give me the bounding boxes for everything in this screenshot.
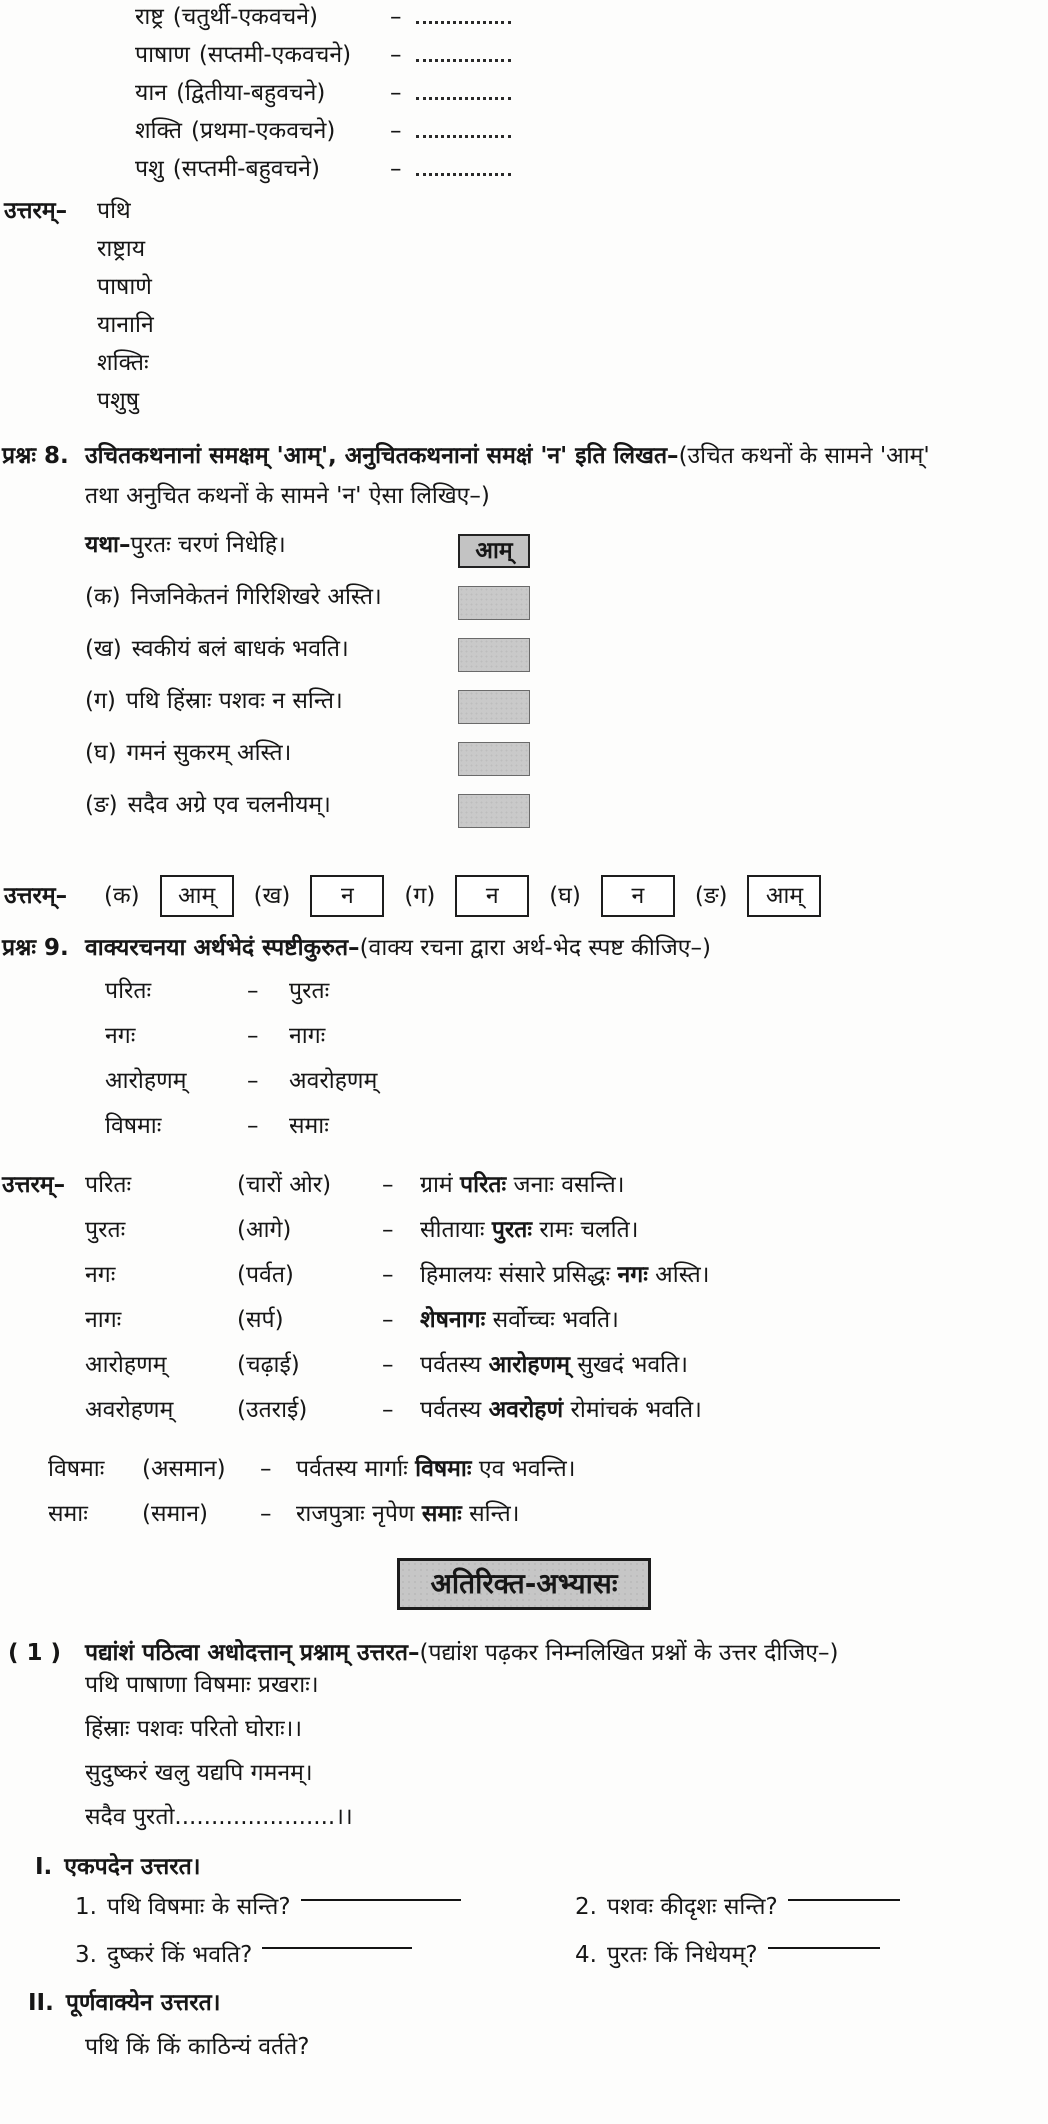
question-9-number: प्रश्नः 9. xyxy=(2,935,69,961)
dash: – xyxy=(382,1352,394,1378)
dash: – xyxy=(260,1501,272,1527)
declension-word: शक्ति xyxy=(135,118,183,144)
dash: – xyxy=(382,1397,394,1423)
answer-9-row xyxy=(85,1354,1048,1399)
answer-gloss: (पर्वत) xyxy=(237,1262,294,1288)
short-question xyxy=(575,1896,900,1919)
answer-9-extra-rows xyxy=(0,1458,1048,1548)
dash: – xyxy=(247,1113,259,1139)
answer-box-empty xyxy=(458,690,530,724)
answer-box: न xyxy=(455,875,529,917)
part-2-title: पूर्णवाक्येन उत्तरत। xyxy=(65,1990,221,2016)
declension-row xyxy=(135,158,1048,196)
answer-blank-line xyxy=(768,1947,880,1949)
question-8-heading xyxy=(0,436,958,516)
answer-gloss: (चढ़ाई) xyxy=(237,1352,300,1378)
answer-item-number: (घ) xyxy=(549,882,581,909)
dash: – xyxy=(382,1172,394,1198)
answer-9-row xyxy=(85,1264,1048,1309)
question-text: पथि विषमाः के सन्ति? xyxy=(106,1894,291,1920)
exercise-1-heading xyxy=(0,1632,975,1674)
verse-line: हिंस्राः पशवः परितो घोराः।। xyxy=(85,1716,303,1742)
declension-row xyxy=(135,6,1048,44)
pair-word-b: अवरोहणम् xyxy=(289,1068,378,1094)
extra-practice-banner: अतिरिक्त-अभ्यासः xyxy=(397,1558,650,1610)
pair-word-a: आरोहणम् xyxy=(105,1068,187,1094)
statement-number: (ग) xyxy=(85,688,116,714)
answer-word: नागः xyxy=(85,1307,122,1333)
word-pair-row xyxy=(105,980,1048,1025)
statement-row xyxy=(0,690,1048,742)
verse-block xyxy=(85,1674,1048,1850)
dotted-blank xyxy=(416,46,511,62)
answer-sentence: ग्रामं परितः जनाः वसन्ति। xyxy=(420,1172,625,1198)
part-2-heading xyxy=(28,1992,1048,2036)
statement-text: पथि हिंस्राः पशवः न सन्ति। xyxy=(125,688,343,714)
declension-row xyxy=(135,120,1048,158)
dotted-blank xyxy=(416,160,511,176)
answer-box-example: आम् xyxy=(458,534,530,568)
banner-row xyxy=(0,1558,1048,1610)
dash: – xyxy=(382,1217,394,1243)
answer-9-row xyxy=(48,1503,1048,1548)
question-number: 2. xyxy=(575,1894,597,1920)
question-8-items xyxy=(0,534,1048,846)
declension-row xyxy=(135,44,1048,82)
question-9-heading xyxy=(0,928,958,968)
answer-item: पथि xyxy=(97,198,131,224)
statement-text: सदैव अग्रे एव चलनीयम्। xyxy=(127,792,331,818)
question-8-title-sanskrit: उचितकथनानां समक्षम् 'आम्', अनुचितकथनानां समक्षं 'न' इति लिखत– xyxy=(85,443,679,469)
dash: – xyxy=(382,1307,394,1333)
question-number: 3. xyxy=(75,1942,97,1968)
question-8-number: प्रश्नः 8. xyxy=(2,443,69,469)
answer-item: राष्ट्राय xyxy=(97,236,146,262)
short-question xyxy=(75,1896,575,1919)
pair-word-a: परितः xyxy=(105,978,152,1004)
answer-gloss: (असमान) xyxy=(142,1456,226,1482)
short-question xyxy=(75,1944,575,1967)
word-pairs xyxy=(0,980,1048,1160)
answer-sentence: पर्वतस्य मार्गाः विषमाः एव भवन्ति। xyxy=(296,1456,576,1482)
dash: – xyxy=(390,42,402,68)
exercise-1-number: ( 1 ) xyxy=(8,1640,62,1666)
answer-9-row xyxy=(85,1174,1048,1219)
answer-box: आम् xyxy=(160,875,234,917)
answer-9-row xyxy=(85,1309,1048,1354)
declension-case: (द्वितीया-बहुवचने) xyxy=(176,80,326,106)
statement-row xyxy=(0,586,1048,638)
answer-7-block xyxy=(0,200,1048,428)
answer-items xyxy=(97,200,154,428)
answer-sentence: राजपुत्राः नृपेण समाः सन्ति। xyxy=(296,1501,520,1527)
answer-box-empty xyxy=(458,794,530,828)
declension-word: यान xyxy=(135,80,168,106)
pair-word-b: नागः xyxy=(289,1023,326,1049)
statement-number: (ङ) xyxy=(85,792,118,818)
dotted-blank xyxy=(416,8,511,24)
question-9-title-hindi: (वाक्य रचना द्वारा अर्थ-भेद स्पष्ट कीजिए–) xyxy=(359,935,711,961)
dash: – xyxy=(390,118,402,144)
word-pair-row xyxy=(105,1025,1048,1070)
answer-word: आरोहणम् xyxy=(85,1352,167,1378)
verse-line: सदैव पुरतो......................।। xyxy=(85,1804,353,1830)
question-row xyxy=(0,1896,1048,1944)
answer-box-empty xyxy=(458,638,530,672)
question-number: 4. xyxy=(575,1942,597,1968)
statement-row xyxy=(0,794,1048,846)
question-8-title-hindi: (उचित कथनों के सामने 'आम्' तथा अनुचित कथनों के सामने 'न' ऐसा लिखिए–) xyxy=(85,443,930,509)
answer-sentence: हिमालयः संसारे प्रसिद्धः नगः अस्ति। xyxy=(420,1262,710,1288)
exercise-1-title-sanskrit: पद्यांशं पठित्वा अधोदत्तान् प्रश्नाम् उत्तरत– xyxy=(85,1640,420,1666)
statement-number: (ख) xyxy=(85,636,122,662)
part-2-question: पथि किं किं काठिन्यं वर्तते? xyxy=(85,2034,310,2060)
answer-9-row xyxy=(85,1399,1048,1444)
answer-gloss: (आगे) xyxy=(237,1217,292,1243)
answer-item-number: (ङ) xyxy=(694,882,728,909)
question-number: 1. xyxy=(75,1894,97,1920)
dotted-blank xyxy=(416,84,511,100)
answer-word: विषमाः xyxy=(48,1456,105,1482)
statement-text: स्वकीयं बलं बाधकं भवति। xyxy=(131,636,349,662)
example-label: यथा– xyxy=(85,532,131,558)
dash: – xyxy=(390,80,402,106)
part-1-heading xyxy=(35,1856,1048,1896)
statement-number: (क) xyxy=(85,584,121,610)
answer-sentence: शेषनागः सर्वोच्चः भवति। xyxy=(420,1307,619,1333)
answer-word: पुरतः xyxy=(85,1217,126,1243)
statement-row xyxy=(0,742,1048,794)
statement-text: गमनं सुकरम् अस्ति। xyxy=(126,740,292,766)
dash: – xyxy=(247,1023,259,1049)
answer-8-row xyxy=(0,872,1048,920)
declension-list xyxy=(0,6,1048,196)
answer-item-number: (क) xyxy=(104,882,140,909)
answer-blank-line xyxy=(301,1899,461,1901)
answer-item: यानानि xyxy=(97,312,154,338)
answer-blank-line xyxy=(788,1899,900,1901)
part-1-numeral: I. xyxy=(35,1854,53,1880)
statement-text: निजनिकेतनं गिरिशिखरे अस्ति। xyxy=(130,584,382,610)
short-question xyxy=(575,1944,880,1967)
answer-label: उत्तरम्– xyxy=(2,1172,66,1198)
word-pair-row xyxy=(105,1115,1048,1160)
answer-label: उत्तरम्– xyxy=(4,198,68,224)
answer-9-row xyxy=(48,1458,1048,1503)
answer-word: समाः xyxy=(48,1501,88,1527)
dotted-blank xyxy=(416,122,511,138)
answer-box: न xyxy=(601,875,675,917)
answer-sentence: सीतायाः पुरतः रामः चलति। xyxy=(420,1217,639,1243)
answer-word: नगः xyxy=(85,1262,116,1288)
declension-case: (चतुर्थी-एकवचने) xyxy=(172,4,318,30)
answer-gloss: (सर्प) xyxy=(237,1307,284,1333)
part-2-numeral: II. xyxy=(28,1990,54,2016)
verse-line: सुदुष्करं खलु यद्यपि गमनम्। xyxy=(85,1760,313,1786)
example-row xyxy=(0,534,1048,586)
dash: – xyxy=(247,1068,259,1094)
question-text: दुष्करं किं भवति? xyxy=(106,1942,253,1968)
pair-word-b: समाः xyxy=(289,1113,329,1139)
answer-item: शक्तिः xyxy=(97,350,149,376)
answer-item: पाषाणे xyxy=(97,274,152,300)
declension-case: (सप्तमी-बहुवचने) xyxy=(172,156,320,182)
dash: – xyxy=(390,156,402,182)
question-text: पुरतः किं निधेयम्? xyxy=(606,1942,758,1968)
answer-box-empty xyxy=(458,586,530,620)
pair-word-b: पुरतः xyxy=(289,978,330,1004)
exercise-1-title-hindi: (पद्यांश पढ़कर निम्नलिखित प्रश्नों के उत्तर दीजिए–) xyxy=(419,1640,839,1666)
declension-case: (सप्तमी-एकवचने) xyxy=(198,42,352,68)
answer-box: आम् xyxy=(747,875,821,917)
declension-word: पाषाण xyxy=(135,42,190,68)
declension-row xyxy=(135,82,1048,120)
answer-word: परितः xyxy=(85,1172,132,1198)
answer-label: उत्तरम्– xyxy=(4,882,68,909)
answer-gloss: (समान) xyxy=(142,1501,208,1527)
question-row xyxy=(0,1944,1048,1992)
answer-item-number: (ग) xyxy=(404,882,436,909)
answer-word: अवरोहणम् xyxy=(85,1397,174,1423)
answer-sentence: पर्वतस्य आरोहणम् सुखदं भवति। xyxy=(420,1352,688,1378)
question-9-title-sanskrit: वाक्यरचनया अर्थभेदं स्पष्टीकुरुत– xyxy=(85,935,360,961)
answer-gloss: (उतराई) xyxy=(237,1397,308,1423)
statement-number: (घ) xyxy=(85,740,117,766)
pair-word-a: विषमाः xyxy=(105,1113,162,1139)
answer-9-row xyxy=(85,1219,1048,1264)
word-pair-row xyxy=(105,1070,1048,1115)
answer-gloss: (चारों ओर) xyxy=(237,1172,332,1198)
part-1-title: एकपदेन उत्तरत। xyxy=(64,1854,201,1880)
example-text: पुरतः चरणं निधेहि। xyxy=(130,532,286,558)
verse-line: पथि पाषाणा विषमाः प्रखराः। xyxy=(85,1672,319,1698)
dash: – xyxy=(390,4,402,30)
question-text: पशवः कीदृशः सन्ति? xyxy=(606,1894,778,1920)
dash: – xyxy=(247,978,259,1004)
declension-word: पशु xyxy=(135,156,164,182)
statement-row xyxy=(0,638,1048,690)
dash: – xyxy=(260,1456,272,1482)
declension-word: राष्ट्र xyxy=(135,4,164,30)
pair-word-a: नगः xyxy=(105,1023,136,1049)
answer-blank-line xyxy=(262,1947,412,1949)
answer-item-number: (ख) xyxy=(253,882,291,909)
declension-case: (प्रथमा-एकवचने) xyxy=(191,118,336,144)
answer-box: न xyxy=(310,875,384,917)
answer-9-block xyxy=(0,1174,1048,1444)
answer-box-empty xyxy=(458,742,530,776)
answer-item: पशुषु xyxy=(97,388,139,414)
answer-sentence: पर्वतस्य अवरोहणं रोमांचकं भवति। xyxy=(420,1397,702,1423)
dash: – xyxy=(382,1262,394,1288)
